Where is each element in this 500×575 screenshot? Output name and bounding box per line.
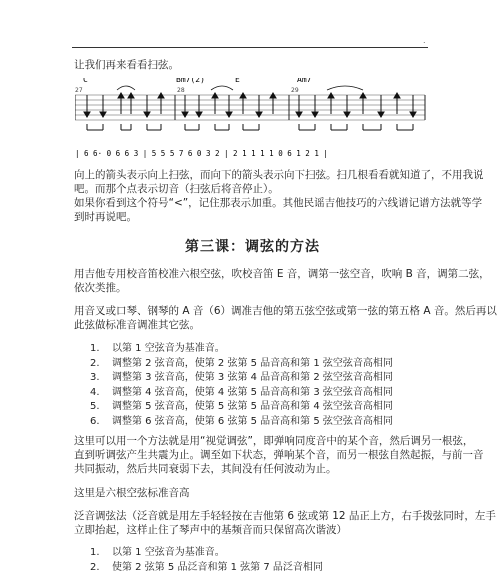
chord-label: Am7 bbox=[297, 78, 312, 84]
list-text: 调整第 3 弦音高，使第 3 弦第 4 品音高和第 2 弦空弦音高相同 bbox=[112, 372, 393, 384]
explain-line: 如果你看到这个符号“<”，记住那表示加重。其他民谣吉他技巧的六线谱记谱方法就等学 bbox=[74, 197, 483, 209]
chord-label: C bbox=[83, 78, 88, 84]
header-rule bbox=[72, 47, 428, 48]
explain-line: 向上的箭头表示向上扫弦，而向下的箭头表示向下扫弦。扫几根看看就知道了，不用我说 bbox=[74, 169, 484, 181]
list-item bbox=[90, 400, 393, 415]
list-text: 以第 1 空弦音为基准音。 bbox=[112, 343, 225, 354]
strum-tab-svg bbox=[75, 78, 427, 168]
lesson-title: 第三课：调弦的方法 bbox=[185, 239, 320, 255]
para-line: 立即抬起，这样止住了琴声中的基频音而只保留高次谐波） bbox=[74, 524, 347, 536]
chord-label: Bm7(2) bbox=[176, 78, 205, 84]
corner-mark: . bbox=[423, 36, 426, 45]
para-line: 这里可以用一个方法就是用“视觉调弦”，即弹响同度音中的某个音，然后调另一根弦， bbox=[74, 435, 474, 447]
list-item bbox=[90, 561, 323, 575]
list-item bbox=[90, 415, 393, 430]
list-number: 3. bbox=[90, 372, 100, 384]
para-line: 依次类推。 bbox=[74, 282, 127, 294]
list-item bbox=[90, 371, 393, 386]
list-item bbox=[90, 386, 393, 401]
list-number: 1. bbox=[90, 547, 100, 558]
list-text: 调整第 6 弦音高，使第 6 弦第 5 品音高和第 5 弦空弦音高相同 bbox=[112, 415, 393, 427]
jianpu-notation: | 6 6· 0 6 6 3 | 5 5 5 7 6 0 3 2 | 2 1 1 1 1 0 6 1 2 1 | bbox=[75, 149, 328, 158]
strum-tab-chart bbox=[75, 78, 427, 168]
list-text: 调整第 5 弦音高，使第 5 弦第 5 品音高和第 4 弦空弦音高相同 bbox=[112, 401, 393, 413]
list-item bbox=[90, 546, 323, 561]
list-text: 调整第 4 弦音高，使第 4 弦第 5 品音高和第 3 弦空弦音高相同 bbox=[112, 386, 393, 398]
para-line: 泛音调弦法（泛音就是用左手轻轻按在吉他第 6 弦或第 12 品正上方，右手拨弦同时，左手 bbox=[74, 510, 496, 522]
list-item bbox=[90, 357, 393, 372]
para-line: 用吉他专用校音笛校准六根空弦，吹校音笛 E 音，调第一弦空音，吹响 B 音，调第二弦， bbox=[74, 268, 490, 280]
rhythm-beams bbox=[87, 124, 413, 130]
explain-line: 吧。而那个点表示切音（扫弦后将音停止）。 bbox=[74, 183, 279, 195]
para-line: 这里是六根空弦标准音高 bbox=[74, 487, 190, 499]
list-item bbox=[90, 342, 393, 357]
para-line: 用音叉或口琴、钢琴的 A 音（6）调准吉他的第五弦空弦或第一弦的第五格 A 音。然后再以 bbox=[74, 305, 497, 317]
tab-staff-lines bbox=[75, 95, 425, 120]
intro-line: 让我们再来看看扫弦。 bbox=[74, 59, 179, 71]
chord-label: E bbox=[235, 78, 240, 84]
list-number: 5. bbox=[90, 401, 100, 413]
measure-number: 29 bbox=[291, 87, 299, 94]
list-number: 4. bbox=[90, 386, 100, 398]
para-line: 此弦做标准音调准其它弦。 bbox=[74, 319, 200, 331]
tie-arcs bbox=[117, 86, 363, 90]
tab-barlines bbox=[75, 95, 425, 120]
list-number: 2. bbox=[90, 561, 100, 573]
harmonic-steps-list bbox=[90, 546, 323, 575]
para-line: 共同振动，然后共同衰弱下去，其间没有任何波动为止。 bbox=[74, 463, 337, 475]
list-number: 1. bbox=[90, 343, 100, 354]
measure-number: 28 bbox=[177, 87, 185, 94]
measure-number: 27 bbox=[75, 87, 83, 94]
para-line: 直到听调弦产生共震为止。调至如下状态，弹响某个音，而另一根弦自然起振，与前一音 bbox=[74, 449, 484, 461]
list-number: 2. bbox=[90, 357, 100, 369]
list-text: 使第 2 弦第 5 品泛音和第 1 弦第 7 品泛音相同 bbox=[112, 561, 323, 573]
explain-line: 到时再说吧。 bbox=[74, 211, 137, 223]
list-text: 调整第 2 弦音高，使第 2 弦第 5 品音高和第 1 弦空弦音高相同 bbox=[112, 357, 393, 369]
list-text: 以第 1 空弦音为基准音。 bbox=[112, 547, 225, 558]
list-number: 6. bbox=[90, 415, 100, 427]
tuning-steps-list bbox=[90, 342, 393, 430]
